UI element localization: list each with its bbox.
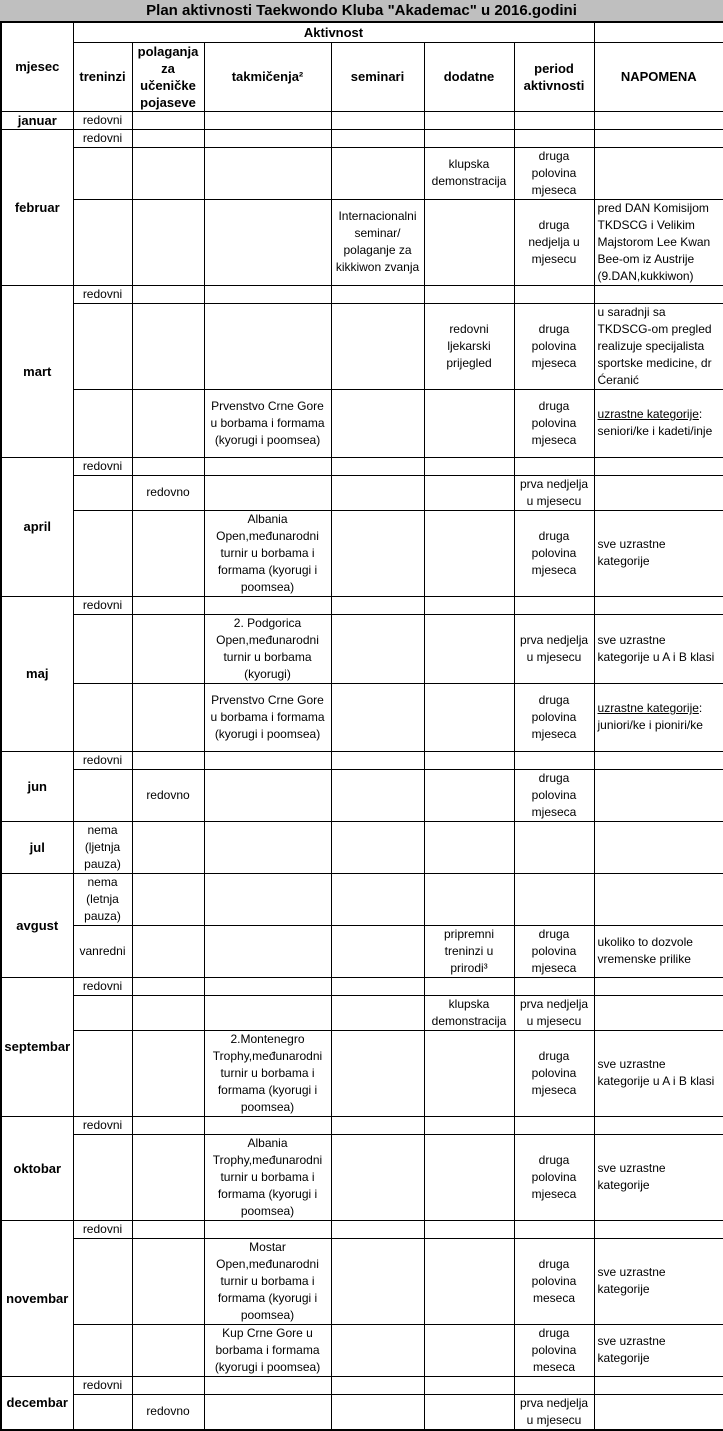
- cell-dodatne: [424, 977, 514, 995]
- table-row: [1, 111, 723, 129]
- cell-napomena: sve uzrastne kategorije: [594, 1324, 723, 1376]
- activity-plan-table: [0, 21, 723, 1431]
- cell-napomena: ukoliko to dozvole vremenske prilike: [594, 925, 723, 977]
- cell-treninzi: [73, 303, 132, 389]
- cell-napomena: [594, 1376, 723, 1394]
- cell-polaganja: [132, 596, 204, 614]
- cell-period: [514, 285, 594, 303]
- table-row: [1, 614, 723, 683]
- cell-period: [514, 751, 594, 769]
- cell-polaganja: redovno: [132, 1394, 204, 1430]
- cell-period: [514, 1220, 594, 1238]
- cell-dodatne: [424, 1394, 514, 1430]
- cell-seminari: [331, 1220, 424, 1238]
- cell-napomena: [594, 1394, 723, 1430]
- cell-period: [514, 977, 594, 995]
- cell-takmicenja: [204, 303, 331, 389]
- cell-napomena: [594, 475, 723, 510]
- cell-dodatne: redovni ljekarski prijegled: [424, 303, 514, 389]
- cell-dodatne: [424, 199, 514, 285]
- cell-seminari: [331, 285, 424, 303]
- header-aktivnost: Aktivnost: [73, 22, 594, 42]
- cell-seminari: [331, 769, 424, 821]
- cell-polaganja: [132, 821, 204, 873]
- napomena-rest: : juniori/ke i pioniri/ke: [597, 701, 703, 732]
- table-row: [1, 596, 723, 614]
- cell-dodatne: [424, 1220, 514, 1238]
- cell-polaganja: redovno: [132, 475, 204, 510]
- cell-seminari: [331, 683, 424, 751]
- cell-treninzi: redovni: [73, 285, 132, 303]
- cell-seminari: [331, 596, 424, 614]
- cell-napomena: pred DAN Komisijom TKDSCG i Velikim Majstorom Lee Kwan Bee-om iz Austrije (9.DAN,kukkiwon): [594, 199, 723, 285]
- cell-period: druga polovina mjeseca: [514, 389, 594, 457]
- cell-takmicenja: Prvenstvo Crne Gore u borbama i formama (kyorugi i poomsea): [204, 683, 331, 751]
- cell-seminari: [331, 1394, 424, 1430]
- header-treninzi: treninzi: [73, 42, 132, 111]
- cell-treninzi: [73, 510, 132, 596]
- cell-period: druga polovina mjeseca: [514, 1134, 594, 1220]
- cell-dodatne: [424, 1116, 514, 1134]
- header-napomena: NAPOMENA: [594, 42, 723, 111]
- cell-period: druga polovina mjeseca: [514, 1030, 594, 1116]
- cell-dodatne: [424, 1238, 514, 1324]
- napomena-underlined: uzrastne kategorije: [597, 701, 699, 715]
- header-mjesec: mjesec: [1, 22, 73, 111]
- cell-polaganja: [132, 457, 204, 475]
- cell-treninzi: [73, 995, 132, 1030]
- cell-napomena: [594, 285, 723, 303]
- cell-period: druga polovina mjeseca: [514, 147, 594, 199]
- table-row: [1, 1116, 723, 1134]
- cell-dodatne: [424, 821, 514, 873]
- table-row: [1, 285, 723, 303]
- cell-dodatne: [424, 111, 514, 129]
- cell-dodatne: [424, 1324, 514, 1376]
- month-cell: januar: [1, 111, 73, 129]
- cell-period: druga polovina meseca: [514, 1324, 594, 1376]
- cell-napomena: [594, 147, 723, 199]
- cell-polaganja: [132, 303, 204, 389]
- table-row: [1, 821, 723, 873]
- cell-dodatne: [424, 389, 514, 457]
- table-row: [1, 303, 723, 389]
- table-row: [1, 1376, 723, 1394]
- cell-treninzi: [73, 199, 132, 285]
- header-row-2: [1, 42, 723, 111]
- cell-period: [514, 129, 594, 147]
- month-cell: avgust: [1, 873, 73, 977]
- cell-takmicenja: [204, 1220, 331, 1238]
- cell-takmicenja: [204, 129, 331, 147]
- month-cell: oktobar: [1, 1116, 73, 1220]
- cell-napomena: [594, 821, 723, 873]
- cell-takmicenja: [204, 821, 331, 873]
- cell-takmicenja: Prvenstvo Crne Gore u borbama i formama (kyorugi i poomsea): [204, 389, 331, 457]
- month-cell: mart: [1, 285, 73, 457]
- cell-treninzi: [73, 683, 132, 751]
- cell-seminari: [331, 111, 424, 129]
- cell-seminari: [331, 821, 424, 873]
- table-row: [1, 147, 723, 199]
- cell-period: [514, 1376, 594, 1394]
- cell-dodatne: pripremni treninzi u prirodi³: [424, 925, 514, 977]
- cell-polaganja: [132, 111, 204, 129]
- cell-seminari: [331, 925, 424, 977]
- table-row: [1, 457, 723, 475]
- cell-seminari: [331, 1324, 424, 1376]
- cell-treninzi: [73, 1030, 132, 1116]
- table-row: [1, 683, 723, 751]
- cell-period: [514, 873, 594, 925]
- cell-polaganja: [132, 1324, 204, 1376]
- cell-period: druga polovina mjeseca: [514, 925, 594, 977]
- cell-napomena: sve uzrastne kategorije u A i B klasi: [594, 614, 723, 683]
- napomena-underlined: uzrastne kategorije: [597, 407, 699, 421]
- cell-period: [514, 111, 594, 129]
- cell-treninzi: redovni: [73, 1116, 132, 1134]
- header-polaganja: polaganja za učeničke pojaseve: [132, 42, 204, 111]
- cell-period: [514, 821, 594, 873]
- month-cell: maj: [1, 596, 73, 751]
- cell-polaganja: [132, 977, 204, 995]
- cell-treninzi: [73, 1238, 132, 1324]
- table-row: [1, 751, 723, 769]
- cell-polaganja: [132, 1134, 204, 1220]
- cell-period: [514, 457, 594, 475]
- cell-treninzi: redovni: [73, 751, 132, 769]
- table-row: [1, 1030, 723, 1116]
- cell-seminari: [331, 457, 424, 475]
- table-row: [1, 389, 723, 457]
- cell-treninzi: redovni: [73, 1376, 132, 1394]
- cell-period: [514, 1116, 594, 1134]
- cell-napomena: sve uzrastne kategorije: [594, 510, 723, 596]
- cell-treninzi: nema (letnja pauza): [73, 873, 132, 925]
- cell-takmicenja: Albania Trophy,međunarodni turnir u borbama i formama (kyorugi i poomsea): [204, 1134, 331, 1220]
- table-row: [1, 977, 723, 995]
- cell-takmicenja: [204, 751, 331, 769]
- cell-takmicenja: Mostar Open,međunarodni turnir u borbama i formama (kyorugi i poomsea): [204, 1238, 331, 1324]
- cell-dodatne: [424, 1030, 514, 1116]
- month-cell: jul: [1, 821, 73, 873]
- cell-treninzi: redovni: [73, 457, 132, 475]
- cell-treninzi: redovni: [73, 596, 132, 614]
- cell-dodatne: [424, 596, 514, 614]
- cell-seminari: [331, 1238, 424, 1324]
- table-row: [1, 995, 723, 1030]
- cell-napomena: [594, 111, 723, 129]
- cell-treninzi: redovni: [73, 129, 132, 147]
- table-row: [1, 925, 723, 977]
- cell-takmicenja: [204, 457, 331, 475]
- cell-dodatne: [424, 614, 514, 683]
- cell-napomena: [594, 751, 723, 769]
- month-cell: septembar: [1, 977, 73, 1116]
- month-cell: decembar: [1, 1376, 73, 1430]
- cell-takmicenja: [204, 111, 331, 129]
- cell-napomena: [594, 457, 723, 475]
- cell-takmicenja: [204, 199, 331, 285]
- cell-treninzi: redovni: [73, 977, 132, 995]
- cell-napomena: [594, 596, 723, 614]
- cell-takmicenja: Kup Crne Gore u borbama i formama (kyorugi i poomsea): [204, 1324, 331, 1376]
- table-row: [1, 475, 723, 510]
- table-row: [1, 510, 723, 596]
- cell-polaganja: [132, 925, 204, 977]
- cell-polaganja: [132, 614, 204, 683]
- cell-dodatne: [424, 510, 514, 596]
- cell-period: prva nedjelja u mjesecu: [514, 614, 594, 683]
- cell-napomena: u saradnji sa TKDSCG-om pregled realizuje specijalista sportske medicine, dr Ćeranić: [594, 303, 723, 389]
- cell-polaganja: [132, 147, 204, 199]
- cell-period: druga nedjelja u mjesecu: [514, 199, 594, 285]
- cell-treninzi: [73, 769, 132, 821]
- cell-seminari: [331, 129, 424, 147]
- cell-seminari: [331, 977, 424, 995]
- cell-treninzi: [73, 1324, 132, 1376]
- cell-polaganja: [132, 389, 204, 457]
- cell-takmicenja: [204, 769, 331, 821]
- table-row: [1, 199, 723, 285]
- cell-period: prva nedjelja u mjesecu: [514, 475, 594, 510]
- cell-takmicenja: [204, 285, 331, 303]
- cell-treninzi: redovni: [73, 111, 132, 129]
- cell-treninzi: [73, 614, 132, 683]
- cell-seminari: [331, 475, 424, 510]
- cell-takmicenja: [204, 1376, 331, 1394]
- cell-napomena: [594, 995, 723, 1030]
- cell-seminari: [331, 1134, 424, 1220]
- cell-seminari: [331, 1376, 424, 1394]
- cell-takmicenja: [204, 925, 331, 977]
- cell-napomena: [594, 873, 723, 925]
- cell-dodatne: klupska demonstracija: [424, 147, 514, 199]
- header-period: period aktivnosti: [514, 42, 594, 111]
- cell-seminari: [331, 995, 424, 1030]
- month-cell: april: [1, 457, 73, 596]
- cell-treninzi: vanredni: [73, 925, 132, 977]
- cell-polaganja: [132, 995, 204, 1030]
- cell-napomena: [594, 683, 723, 751]
- table-row: [1, 1220, 723, 1238]
- cell-seminari: [331, 1030, 424, 1116]
- cell-polaganja: [132, 199, 204, 285]
- cell-takmicenja: [204, 475, 331, 510]
- header-seminari: seminari: [331, 42, 424, 111]
- cell-dodatne: [424, 1376, 514, 1394]
- cell-takmicenja: [204, 1116, 331, 1134]
- cell-period: druga polovina mjeseca: [514, 769, 594, 821]
- cell-seminari: [331, 1116, 424, 1134]
- cell-dodatne: [424, 1134, 514, 1220]
- cell-napomena: sve uzrastne kategorije: [594, 1134, 723, 1220]
- cell-napomena: [594, 1116, 723, 1134]
- header-row-1: [1, 22, 723, 42]
- cell-period: druga polovina mjeseca: [514, 510, 594, 596]
- cell-dodatne: [424, 475, 514, 510]
- table-row: [1, 1134, 723, 1220]
- cell-napomena: [594, 389, 723, 457]
- cell-polaganja: [132, 129, 204, 147]
- cell-treninzi: [73, 1394, 132, 1430]
- month-cell: novembar: [1, 1220, 73, 1376]
- header-takmicenja: takmičenja²: [204, 42, 331, 111]
- month-cell: februar: [1, 129, 73, 285]
- cell-treninzi: [73, 147, 132, 199]
- cell-takmicenja: [204, 873, 331, 925]
- cell-seminari: [331, 147, 424, 199]
- cell-polaganja: [132, 1220, 204, 1238]
- cell-takmicenja: [204, 1394, 331, 1430]
- cell-polaganja: [132, 1116, 204, 1134]
- month-cell: jun: [1, 751, 73, 821]
- cell-takmicenja: [204, 977, 331, 995]
- header-dodatne: dodatne: [424, 42, 514, 111]
- cell-treninzi: redovni: [73, 1220, 132, 1238]
- cell-treninzi: [73, 475, 132, 510]
- napomena-rest: : seniori/ke i kadeti/inje: [597, 407, 713, 438]
- cell-polaganja: [132, 1030, 204, 1116]
- cell-period: druga polovina meseca: [514, 1238, 594, 1324]
- cell-period: prva nedjelja u mjesecu: [514, 995, 594, 1030]
- cell-polaganja: [132, 751, 204, 769]
- cell-napomena: [594, 769, 723, 821]
- table-row: [1, 769, 723, 821]
- cell-seminari: [331, 303, 424, 389]
- header-empty-cell: [594, 22, 723, 42]
- table-row: [1, 1394, 723, 1430]
- cell-seminari: [331, 614, 424, 683]
- cell-polaganja: [132, 873, 204, 925]
- cell-takmicenja: 2.Montenegro Trophy,međunarodni turnir u borbama i formama (kyorugi i poomsea): [204, 1030, 331, 1116]
- page-title: Plan aktivnosti Taekwondo Kluba "Akademac" u 2016.godini: [0, 0, 723, 21]
- cell-takmicenja: 2. Podgorica Open,međunarodni turnir u borbama (kyorugi): [204, 614, 331, 683]
- cell-takmicenja: [204, 596, 331, 614]
- cell-treninzi: nema (ljetnja pauza): [73, 821, 132, 873]
- cell-polaganja: [132, 1238, 204, 1324]
- cell-period: [514, 596, 594, 614]
- cell-seminari: [331, 873, 424, 925]
- cell-dodatne: [424, 457, 514, 475]
- cell-polaganja: [132, 1376, 204, 1394]
- table-row: [1, 1324, 723, 1376]
- cell-dodatne: [424, 751, 514, 769]
- cell-dodatne: [424, 129, 514, 147]
- cell-dodatne: klupska demonstracija: [424, 995, 514, 1030]
- cell-napomena: sve uzrastne kategorije: [594, 1238, 723, 1324]
- cell-napomena: [594, 977, 723, 995]
- cell-treninzi: [73, 1134, 132, 1220]
- table-row: [1, 873, 723, 925]
- cell-seminari: [331, 751, 424, 769]
- cell-seminari: [331, 389, 424, 457]
- cell-dodatne: [424, 285, 514, 303]
- cell-napomena: [594, 1220, 723, 1238]
- cell-period: druga polovina mjeseca: [514, 683, 594, 751]
- cell-seminari: [331, 510, 424, 596]
- cell-napomena: sve uzrastne kategorije u A i B klasi: [594, 1030, 723, 1116]
- table-row: [1, 129, 723, 147]
- cell-polaganja: [132, 510, 204, 596]
- cell-polaganja: redovno: [132, 769, 204, 821]
- cell-takmicenja: [204, 147, 331, 199]
- cell-takmicenja: Albania Open,međunarodni turnir u borbama i formama (kyorugi i poomsea): [204, 510, 331, 596]
- cell-dodatne: [424, 873, 514, 925]
- cell-treninzi: [73, 389, 132, 457]
- cell-takmicenja: [204, 995, 331, 1030]
- cell-dodatne: [424, 769, 514, 821]
- table-row: [1, 1238, 723, 1324]
- cell-seminari: Internacionalni seminar/ polaganje za kikkiwon zvanja: [331, 199, 424, 285]
- cell-dodatne: [424, 683, 514, 751]
- cell-period: druga polovina mjeseca: [514, 303, 594, 389]
- cell-polaganja: [132, 285, 204, 303]
- cell-period: prva nedjelja u mjesecu: [514, 1394, 594, 1430]
- cell-napomena: [594, 129, 723, 147]
- cell-polaganja: [132, 683, 204, 751]
